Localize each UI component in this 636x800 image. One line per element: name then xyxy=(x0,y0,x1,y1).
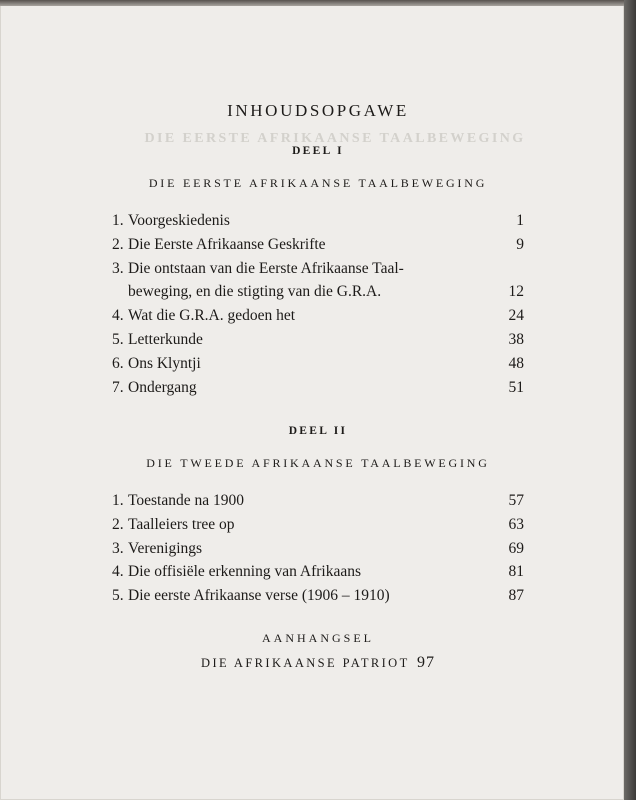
toc-entry-number: 3. xyxy=(112,259,124,277)
toc-entry-title-continued: beweging, en die stigting van die G.R.A. xyxy=(128,283,382,301)
toc-entry-title: Toestande na 1900 xyxy=(128,492,244,509)
toc-entry-page: 24 xyxy=(508,307,524,325)
appendix-entry[interactable] xyxy=(0,654,636,672)
toc-entry-title: Letterkunde xyxy=(128,330,203,348)
toc-entry-title: Die eerste Afrikaanse verse (1906 – 1910) xyxy=(128,587,390,605)
appendix-page: 97 xyxy=(416,654,435,671)
part-1-label: DEEL I xyxy=(292,145,344,157)
toc-entry-page: 12 xyxy=(508,283,524,301)
part-1-title: DIE EERSTE AFRIKAANSE TAALBEWEGING xyxy=(148,176,488,190)
toc-entry-number: 1. xyxy=(112,212,124,229)
toc-entry[interactable] xyxy=(112,537,524,561)
toc-entry[interactable] xyxy=(112,304,524,328)
toc-entry-number: 2. xyxy=(112,235,124,253)
page-title: INHOUDSOPGAWE xyxy=(227,101,409,120)
part-2-label: DEEL II xyxy=(288,425,348,437)
toc-entry-number: 7. xyxy=(112,378,124,396)
toc-entry-number: 5. xyxy=(112,330,124,348)
toc-entry[interactable] xyxy=(112,489,524,513)
appendix-title: DIE AFRIKAANSE PATRIOT xyxy=(201,656,410,670)
toc-entry-title: Ondergang xyxy=(128,378,197,396)
toc-entry-number: 4. xyxy=(112,563,124,581)
toc-entry-title: Wat die G.R.A. gedoen het xyxy=(128,307,296,325)
toc-entry-page: 63 xyxy=(508,515,524,533)
toc-entry[interactable] xyxy=(112,513,524,537)
toc-entry-page: 69 xyxy=(508,539,524,557)
toc-entry-title: Verenigings xyxy=(128,539,203,557)
toc-entry-page: 9 xyxy=(516,235,524,253)
toc-entry[interactable] xyxy=(112,257,524,305)
part-1-toc xyxy=(112,209,524,399)
book-cover-edge xyxy=(624,0,636,800)
toc-entry[interactable] xyxy=(112,328,524,352)
toc-entry-page: 1 xyxy=(516,212,524,229)
page-top-shadow xyxy=(0,0,636,6)
toc-entry-number: 5. xyxy=(112,587,124,605)
toc-entry-title: Taalleiers tree op xyxy=(128,515,235,533)
part-2-title: DIE TWEEDE AFRIKAANSE TAALBEWEGING xyxy=(146,456,490,470)
appendix-label: AANHANGSEL xyxy=(262,631,374,645)
toc-entry-page: 48 xyxy=(508,354,524,372)
toc-entry[interactable] xyxy=(112,209,524,233)
toc-entry[interactable] xyxy=(112,584,524,608)
toc-entry-number: 2. xyxy=(112,515,124,533)
toc-entry-page: 51 xyxy=(508,378,524,396)
toc-entry-number: 4. xyxy=(112,307,124,325)
toc-entry-page: 57 xyxy=(508,492,524,509)
toc-entry-title: Ons Klyntji xyxy=(128,354,201,372)
toc-entry-number: 3. xyxy=(112,539,124,557)
toc-entry[interactable] xyxy=(112,352,524,376)
toc-entry-page: 38 xyxy=(508,330,524,348)
toc-entry[interactable] xyxy=(112,233,524,257)
toc-entry-title: Voorgeskiedenis xyxy=(128,212,230,229)
toc-entry[interactable] xyxy=(112,560,524,584)
toc-entry-title: Die Eerste Afrikaanse Geskrifte xyxy=(128,235,326,253)
part-2-toc xyxy=(112,489,524,608)
toc-entry-title: Die ontstaan van die Eerste Afrikaanse Taal- xyxy=(128,259,404,277)
toc-entry-page: 87 xyxy=(508,587,524,605)
toc-entry-title: Die offisiële erkenning van Afrikaans xyxy=(128,563,361,581)
bleed-through-text: DIE EERSTE AFRIKAANSE TAALBEWEGING xyxy=(144,131,526,146)
toc-entry-page: 81 xyxy=(508,563,524,581)
toc-entry-number: 6. xyxy=(112,354,124,372)
toc-entry[interactable] xyxy=(112,376,524,400)
toc-entry-number: 1. xyxy=(112,492,124,509)
